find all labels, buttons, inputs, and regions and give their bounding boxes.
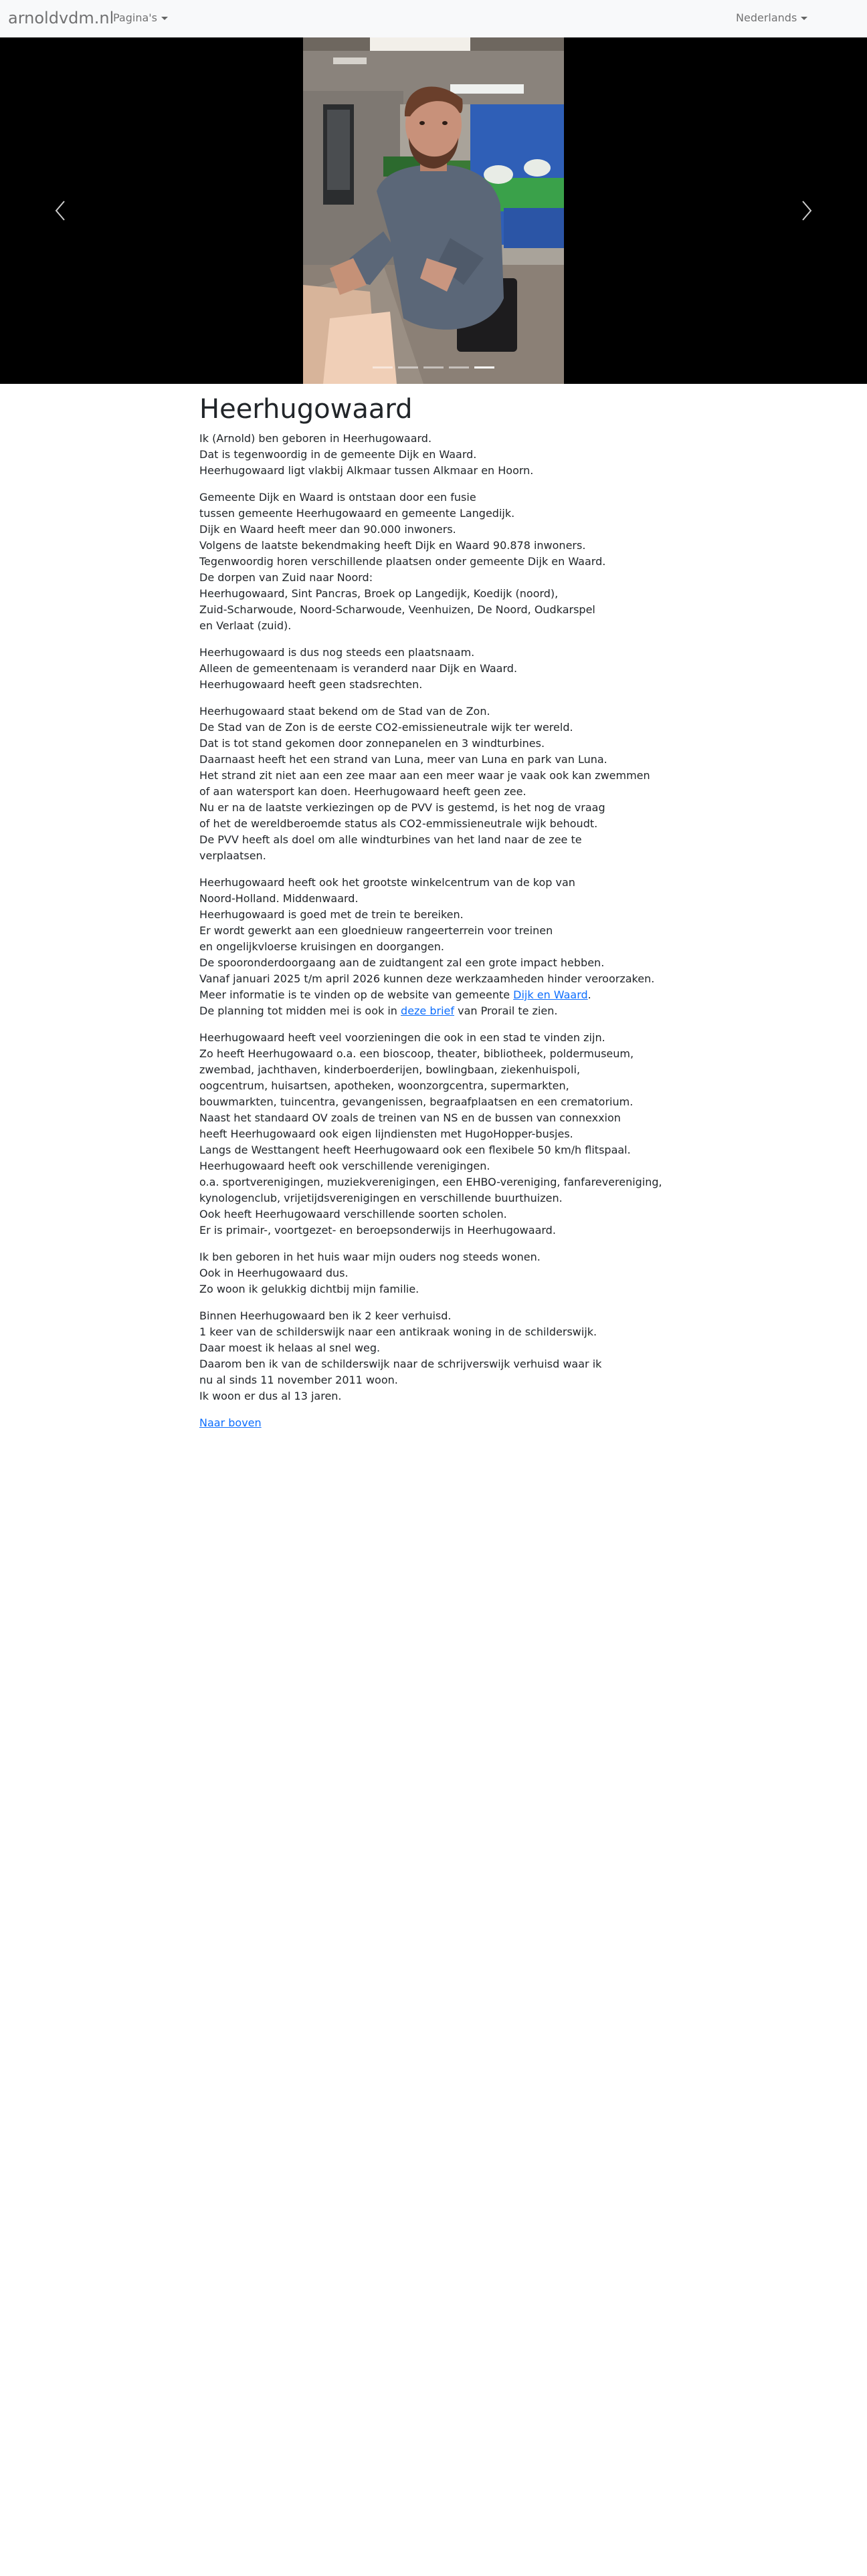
carousel-indicator[interactable] (423, 366, 444, 368)
page-title: Heerhugowaard (199, 394, 413, 425)
paragraph-line: Gemeente Dijk en Waard is ontstaan door een fusie (199, 491, 476, 504)
dijk-en-waard-link[interactable]: Dijk en Waard (513, 988, 588, 1001)
chevron-left-icon (54, 200, 67, 221)
paragraph-sun-city (199, 704, 668, 864)
paragraph-line: Ook in Heerhugowaard dus. (199, 1267, 349, 1279)
paragraph-line: Alleen de gemeentenaam is veranderd naar Dijk en Waard. (199, 662, 518, 675)
paragraph-family (199, 1249, 668, 1297)
paragraph-line: Heerhugowaard heeft ook verschillende verenigingen. (199, 1160, 490, 1172)
paragraph-line: 1 keer van de schilderswijk naar een antikraak woning in de schilderswijk. (199, 1325, 597, 1338)
chevron-right-icon (800, 200, 813, 221)
paragraph-line: en Verlaat (zuid). (199, 619, 292, 632)
paragraph-line: De spooronderdoorgaang aan de zuidtangent zal een grote impact hebben. (199, 956, 605, 969)
paragraph-line: Zo heeft Heerhugowaard o.a. een bioscoop, theater, bibliotheek, poldermuseum, (199, 1047, 634, 1060)
paragraph-line: Heerhugowaard ligt vlakbij Alkmaar tussen Alkmaar en Hoorn. (199, 464, 534, 477)
main-content (199, 393, 668, 1442)
paragraph-line: Ik (Arnold) ben geboren in Heerhugowaard. (199, 432, 432, 445)
paragraph-line (199, 987, 668, 1003)
person-photo (303, 37, 564, 384)
text-segment: . (587, 988, 591, 1001)
paragraph-line: en ongelijkvloerse kruisingen en doorgangen. (199, 940, 444, 953)
paragraph-line: Daar moest ik helaas al snel weg. (199, 1341, 381, 1354)
paragraph-line: of aan watersport kan doen. Heerhugowaard heeft geen zee. (199, 785, 526, 798)
paragraph-line: heeft Heerhugowaard ook eigen lijndiensten met HugoHopper-busjes. (199, 1128, 573, 1140)
top-navbar (0, 0, 867, 37)
paragraph-line: zwembad, jachthaven, kinderboerderijen, bowlingbaan, ziekenhuispoli, (199, 1063, 581, 1076)
paragraph-shopping-rail (199, 875, 668, 1019)
paragraph-line: Het strand zit niet aan een zee maar aan een meer waar je vaak ook kan zwemmen (199, 769, 650, 782)
paragraph-line (199, 1003, 668, 1019)
pages-dropdown-toggle[interactable] (113, 11, 168, 25)
paragraph-line: Er wordt gewerkt aan een gloednieuw rangeerterrein voor treinen (199, 924, 553, 937)
paragraph-line: Dat is tegenwoordig in de gemeente Dijk en Waard. (199, 448, 477, 461)
paragraph-line: Heerhugowaard is dus nog steeds een plaatsnaam. (199, 646, 475, 659)
paragraph-line: Heerhugowaard, Sint Pancras, Broek op Langedijk, Koedijk (noord), (199, 587, 559, 600)
carousel-indicator[interactable] (474, 366, 494, 368)
paragraph-line: Heerhugowaard is goed met de trein te bereiken. (199, 908, 464, 921)
carousel-indicator[interactable] (449, 366, 469, 368)
paragraph-line: Er is primair-, voortgezet- en beroepsonderwijs in Heerhugowaard. (199, 1224, 556, 1237)
carousel-indicators (0, 361, 867, 374)
paragraph-line: Noord-Holland. Middenwaard. (199, 892, 359, 905)
language-dropdown-toggle[interactable] (736, 11, 807, 25)
paragraph-line: Heerhugowaard heeft geen stadsrechten. (199, 678, 423, 691)
paragraph-line: Heerhugowaard heeft veel voorzieningen die ook in een stad te vinden zijn. (199, 1031, 605, 1044)
paragraph-line: oogcentrum, huisartsen, apotheken, woonzorgcentra, supermarkten, (199, 1079, 569, 1092)
paragraph-placename (199, 645, 668, 693)
paragraph-line: Ik ben geboren in het huis waar mijn ouders nog steeds wonen. (199, 1251, 541, 1263)
pages-dropdown-label: Pagina's (113, 11, 158, 24)
paragraph-line: nu al sinds 11 november 2011 woon. (199, 1374, 398, 1386)
paragraph-line: Ook heeft Heerhugowaard verschillende soorten scholen. (199, 1208, 507, 1220)
carousel-indicator[interactable] (398, 366, 418, 368)
photo-carousel (0, 37, 867, 384)
text-segment: van Prorail te zien. (454, 1004, 558, 1017)
paragraph-line: De PVV heeft als doel om alle windturbines van het land naar de zee te (199, 833, 582, 846)
paragraph-line: Daarnaast heeft het een strand van Luna, meer van Luna en park van Luna. (199, 753, 607, 766)
carousel-next-button[interactable] (747, 37, 867, 384)
paragraph-line: of het de wereldberoemde status als CO2-emmissieneutrale wijk behoudt. (199, 817, 598, 830)
paragraph-line: Naast het standaard OV zoals de treinen van NS en de bussen van connexxion (199, 1111, 621, 1124)
carousel-slide-image (303, 37, 564, 384)
carousel-prev-button[interactable] (0, 37, 120, 384)
paragraph-line: Nu er na de laatste verkiezingen op de PVV is gestemd, is het nog de vraag (199, 801, 605, 814)
paragraph-birthplace (199, 431, 668, 479)
paragraph-line: Dijk en Waard heeft meer dan 90.000 inwoners. (199, 523, 456, 536)
paragraph-line: Binnen Heerhugowaard ben ik 2 keer verhuisd. (199, 1309, 452, 1322)
back-to-top-paragraph (199, 1415, 668, 1431)
text-segment: De planning tot midden mei is ook in (199, 1004, 401, 1017)
paragraph-line: bouwmarkten, tuincentra, gevangenissen, begraafplaatsen en een crematorium. (199, 1095, 634, 1108)
paragraph-moving (199, 1308, 668, 1404)
paragraph-line: Daarom ben ik van de schilderswijk naar de schrijverswijk verhuisd waar ik (199, 1358, 602, 1370)
paragraph-facilities (199, 1030, 668, 1239)
paragraph-line: De Stad van de Zon is de eerste CO2-emissieneutrale wijk ter wereld. (199, 721, 573, 734)
paragraph-line: kynologenclub, vrijetijdsverenigingen en verschillende buurthuizen. (199, 1192, 563, 1204)
paragraph-line: Zo woon ik gelukkig dichtbij mijn familie. (199, 1283, 419, 1295)
paragraph-line: Langs de Westtangent heeft Heerhugowaard ook een flexibele 50 km/h flitspaal. (199, 1144, 631, 1156)
paragraph-line: Ik woon er dus al 13 jaren. (199, 1390, 342, 1402)
paragraph-line: Volgens de laatste bekendmaking heeft Dijk en Waard 90.878 inwoners. (199, 539, 586, 552)
prorail-letter-link[interactable]: deze brief (401, 1004, 455, 1017)
chevron-down-icon (801, 17, 807, 20)
carousel-indicator[interactable] (373, 366, 393, 368)
paragraph-line: o.a. sportverenigingen, muziekverenigingen, een EHBO-vereniging, fanfarevereniging, (199, 1176, 662, 1188)
paragraph-line: Heerhugowaard heeft ook het grootste winkelcentrum van de kop van (199, 876, 575, 889)
paragraph-line: Zuid-Scharwoude, Noord-Scharwoude, Veenhuizen, De Noord, Oudkarspel (199, 603, 595, 616)
paragraph-line: verplaatsen. (199, 849, 266, 862)
paragraph-line: Vanaf januari 2025 t/m april 2026 kunnen deze werkzaamheden hinder veroorzaken. (199, 972, 655, 985)
text-segment: Meer informatie is te vinden op de website van gemeente (199, 988, 514, 1001)
language-dropdown-label: Nederlands (736, 11, 797, 24)
paragraph-line: tussen gemeente Heerhugowaard en gemeente Langedijk. (199, 507, 515, 520)
paragraph-line: Heerhugowaard staat bekend om de Stad van de Zon. (199, 705, 490, 718)
paragraph-municipality (199, 490, 668, 634)
paragraph-line: De dorpen van Zuid naar Noord: (199, 571, 373, 584)
back-to-top-link[interactable]: Naar boven (199, 1416, 262, 1429)
paragraph-line: Dat is tot stand gekomen door zonnepanelen en 3 windturbines. (199, 737, 545, 750)
paragraph-line: Tegenwoordig horen verschillende plaatsen onder gemeente Dijk en Waard. (199, 555, 606, 568)
chevron-down-icon (161, 17, 168, 20)
site-brand-link[interactable]: arnoldvdm.nl (8, 9, 114, 27)
